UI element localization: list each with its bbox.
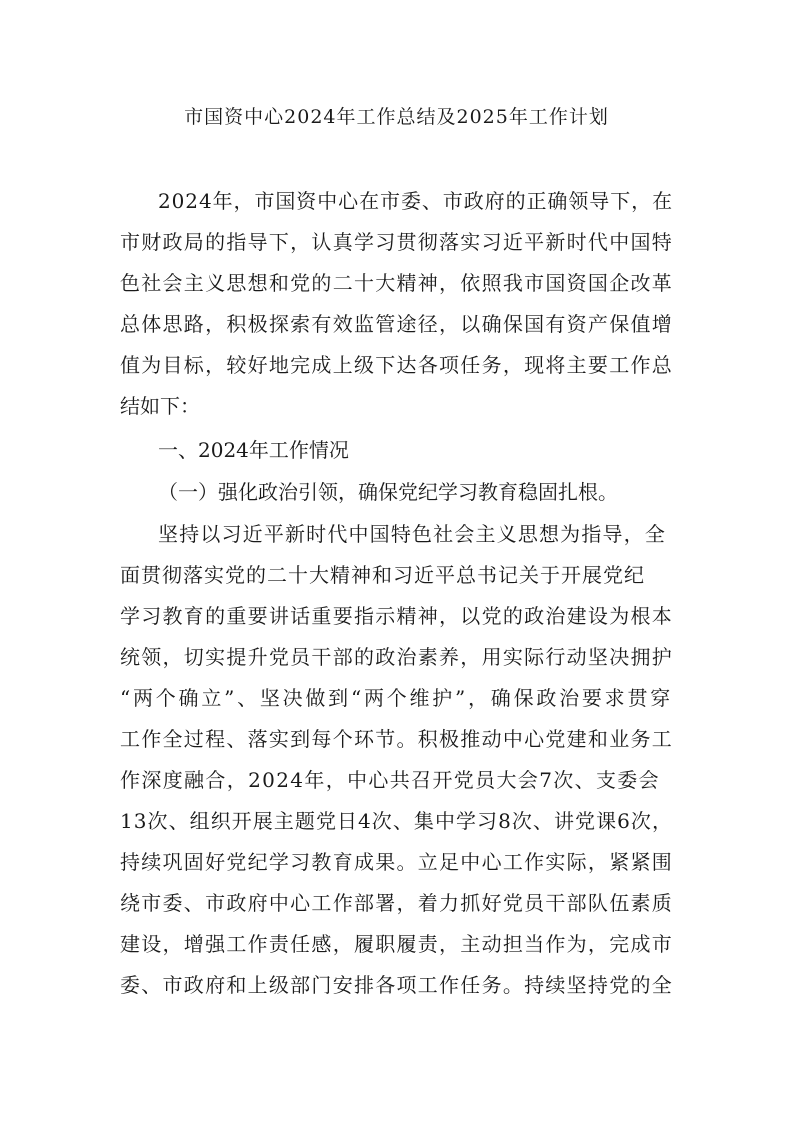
body-line: 总体思路，积极探索有效监管途径，以确保国有资产保值增 (120, 312, 673, 336)
body-line: 学习教育的重要讲话重要指示精神，以党的政治建设为根本 (120, 604, 673, 628)
body-line: 面贯彻落实党的二十大精神和习近平总书记关于开展党纪 (120, 563, 645, 587)
body-line: 工作全过程、落实到每个环节。积极推动中心党建和业务工 (120, 727, 673, 751)
body-line: 值为目标，较好地完成上级下达各项任务，现将主要工作总 (120, 353, 673, 377)
body-line: 持续巩固好党纪学习教育成果。立足中心工作实际，紧紧围 (120, 850, 673, 874)
body-line: 建设，增强工作责任感，履职履责，主动担当作为，完成市 (120, 932, 673, 956)
document-title: 市国资中心2024年工作总结及2025年工作计划 (184, 106, 609, 128)
body-line: 13次、组织开展主题党日4次、集中学习8次、讲党课6次， (120, 809, 673, 833)
body-line: 作深度融合，2024年，中心共召开党员大会7次、支委会 (120, 768, 660, 792)
body-line: 委、市政府和上级部门安排各项工作任务。持续坚持党的全 (120, 973, 673, 997)
body-line: 市财政局的指导下，认真学习贯彻落实习近平新时代中国特 (120, 230, 673, 254)
body-line: 结如下： (120, 394, 200, 418)
body-line: 绕市委、市政府中心工作部署，着力抓好党员干部队伍素质 (120, 891, 673, 915)
body-line: 坚持以习近平新时代中国特色社会主义思想为指导，全 (158, 522, 666, 546)
body-line: 统领，切实提升党员干部的政治素养，用实际行动坚决拥护 (120, 645, 673, 669)
section-heading: 一、2024年工作情况 (158, 438, 349, 462)
subsection-heading: （一）强化政治引领，确保党纪学习教育稳固扎根。 (158, 480, 618, 504)
body-line: 色社会主义思想和党的二十大精神，依照我市国资国企改革 (120, 271, 673, 295)
body-line: 2024年，市国资中心在市委、市政府的正确领导下，在 (158, 189, 673, 213)
body-line: “两个确立”、坚决做到“两个维护”，确保政治要求贯穿 (120, 686, 673, 710)
